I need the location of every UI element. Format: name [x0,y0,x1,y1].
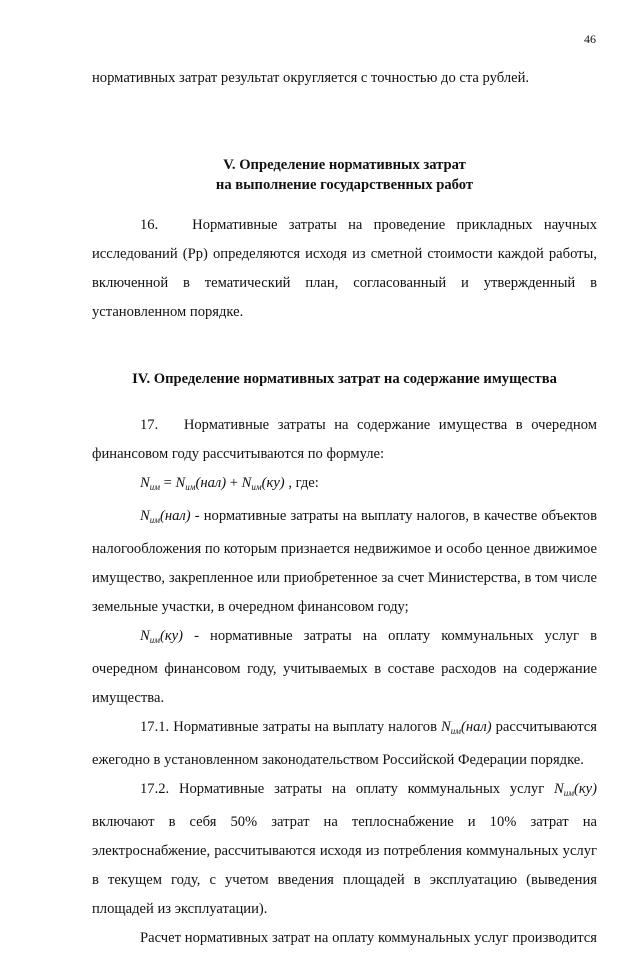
p171-before: 17.1. Нормативные затраты на выплату налогов [140,719,441,735]
def-nal-text: - нормативные затраты на выплату налогов, в качестве объектов налогообложения по которым признается недвижимое и особо ценное движимое имущество, закрепленное или приобретенное за счет Министерства, в том числе земельные участки, в очередном финансовом году; [92,508,597,615]
p171-after: рассчитываются ежегодно в установленном законодательством Российской Федерации порядке. [92,719,597,768]
section-v-heading [92,155,597,195]
page-number: 46 [584,32,596,46]
p172-before: 17.2. Нормативные затраты на оплату коммунальных услуг [140,781,554,797]
p172-arg: (ку) [573,781,597,797]
paragraph-17-1 [92,713,597,775]
def-ku-n: N [140,628,150,644]
formula-eq: = [159,475,176,491]
section-iv-heading: IV. Определение нормативных затрат на содержание имущества [132,371,557,387]
intro-line: нормативных затрат результат округляется с точностью до ста рублей. [92,70,530,86]
p171-sub: им [450,726,461,736]
formula-sub: им [149,482,160,492]
def-ku-sub: им [149,635,160,645]
formula-nal: (нал) [195,475,227,491]
last-line: Расчет нормативных затрат на оплату коммунальных услуг производится [140,930,597,946]
paragraph-17: 17. Нормативные затраты на содержание имущества в очередном финансовом году рассчитываются по формуле: [92,417,597,462]
formula-n: N [140,475,150,491]
p172-after: включают в себя 50% затрат на теплоснабжение и 10% затрат на электроснабжение, рассчитываются исходя из потребления коммунальных услуг в текущем году, с учетом введения площадей в эксплуатацию (выведения площадей из эксплуатации). [92,814,597,917]
p172-n: N [553,781,564,797]
def-nal-arg: (нал) [159,508,191,524]
def-ku-text: - нормативные затраты на оплату коммунальных услуг в очередном финансовом году, учитываемых в составе расходов на содержание имущества. [92,628,597,706]
formula-line [92,469,597,502]
section-v-title-line1: V. Определение нормативных затрат [223,157,466,173]
paragraph-17-2 [92,775,597,924]
section-v-title-line2: на выполнение государственных работ [215,177,474,193]
formula-ku: (ку) [261,475,285,491]
p171-arg: (нал) [460,719,492,735]
p171-n: N [440,719,451,735]
def-nal-n: N [140,508,150,524]
definition-ku [92,622,597,713]
definition-nal [92,502,597,622]
p172-sub: им [563,788,574,798]
formula-sub-nal: им [185,482,196,492]
def-ku-arg: (ку) [159,628,184,644]
formula-plus: + [226,475,242,491]
paragraph-16: 16. Нормативные затраты на проведение прикладных научных исследований (Рр) определяются исходя из сметной стоимости каждой работы, включенной в тематический план, согласованный и утвержденный в установленном порядке. [92,217,597,320]
formula-sub-ku: им [251,482,262,492]
formula-n-ku: N [241,475,252,491]
formula-tail: , где: [284,475,319,491]
document-body [92,64,597,953]
def-nal-sub: им [149,515,160,525]
formula-n-nal: N [175,475,186,491]
